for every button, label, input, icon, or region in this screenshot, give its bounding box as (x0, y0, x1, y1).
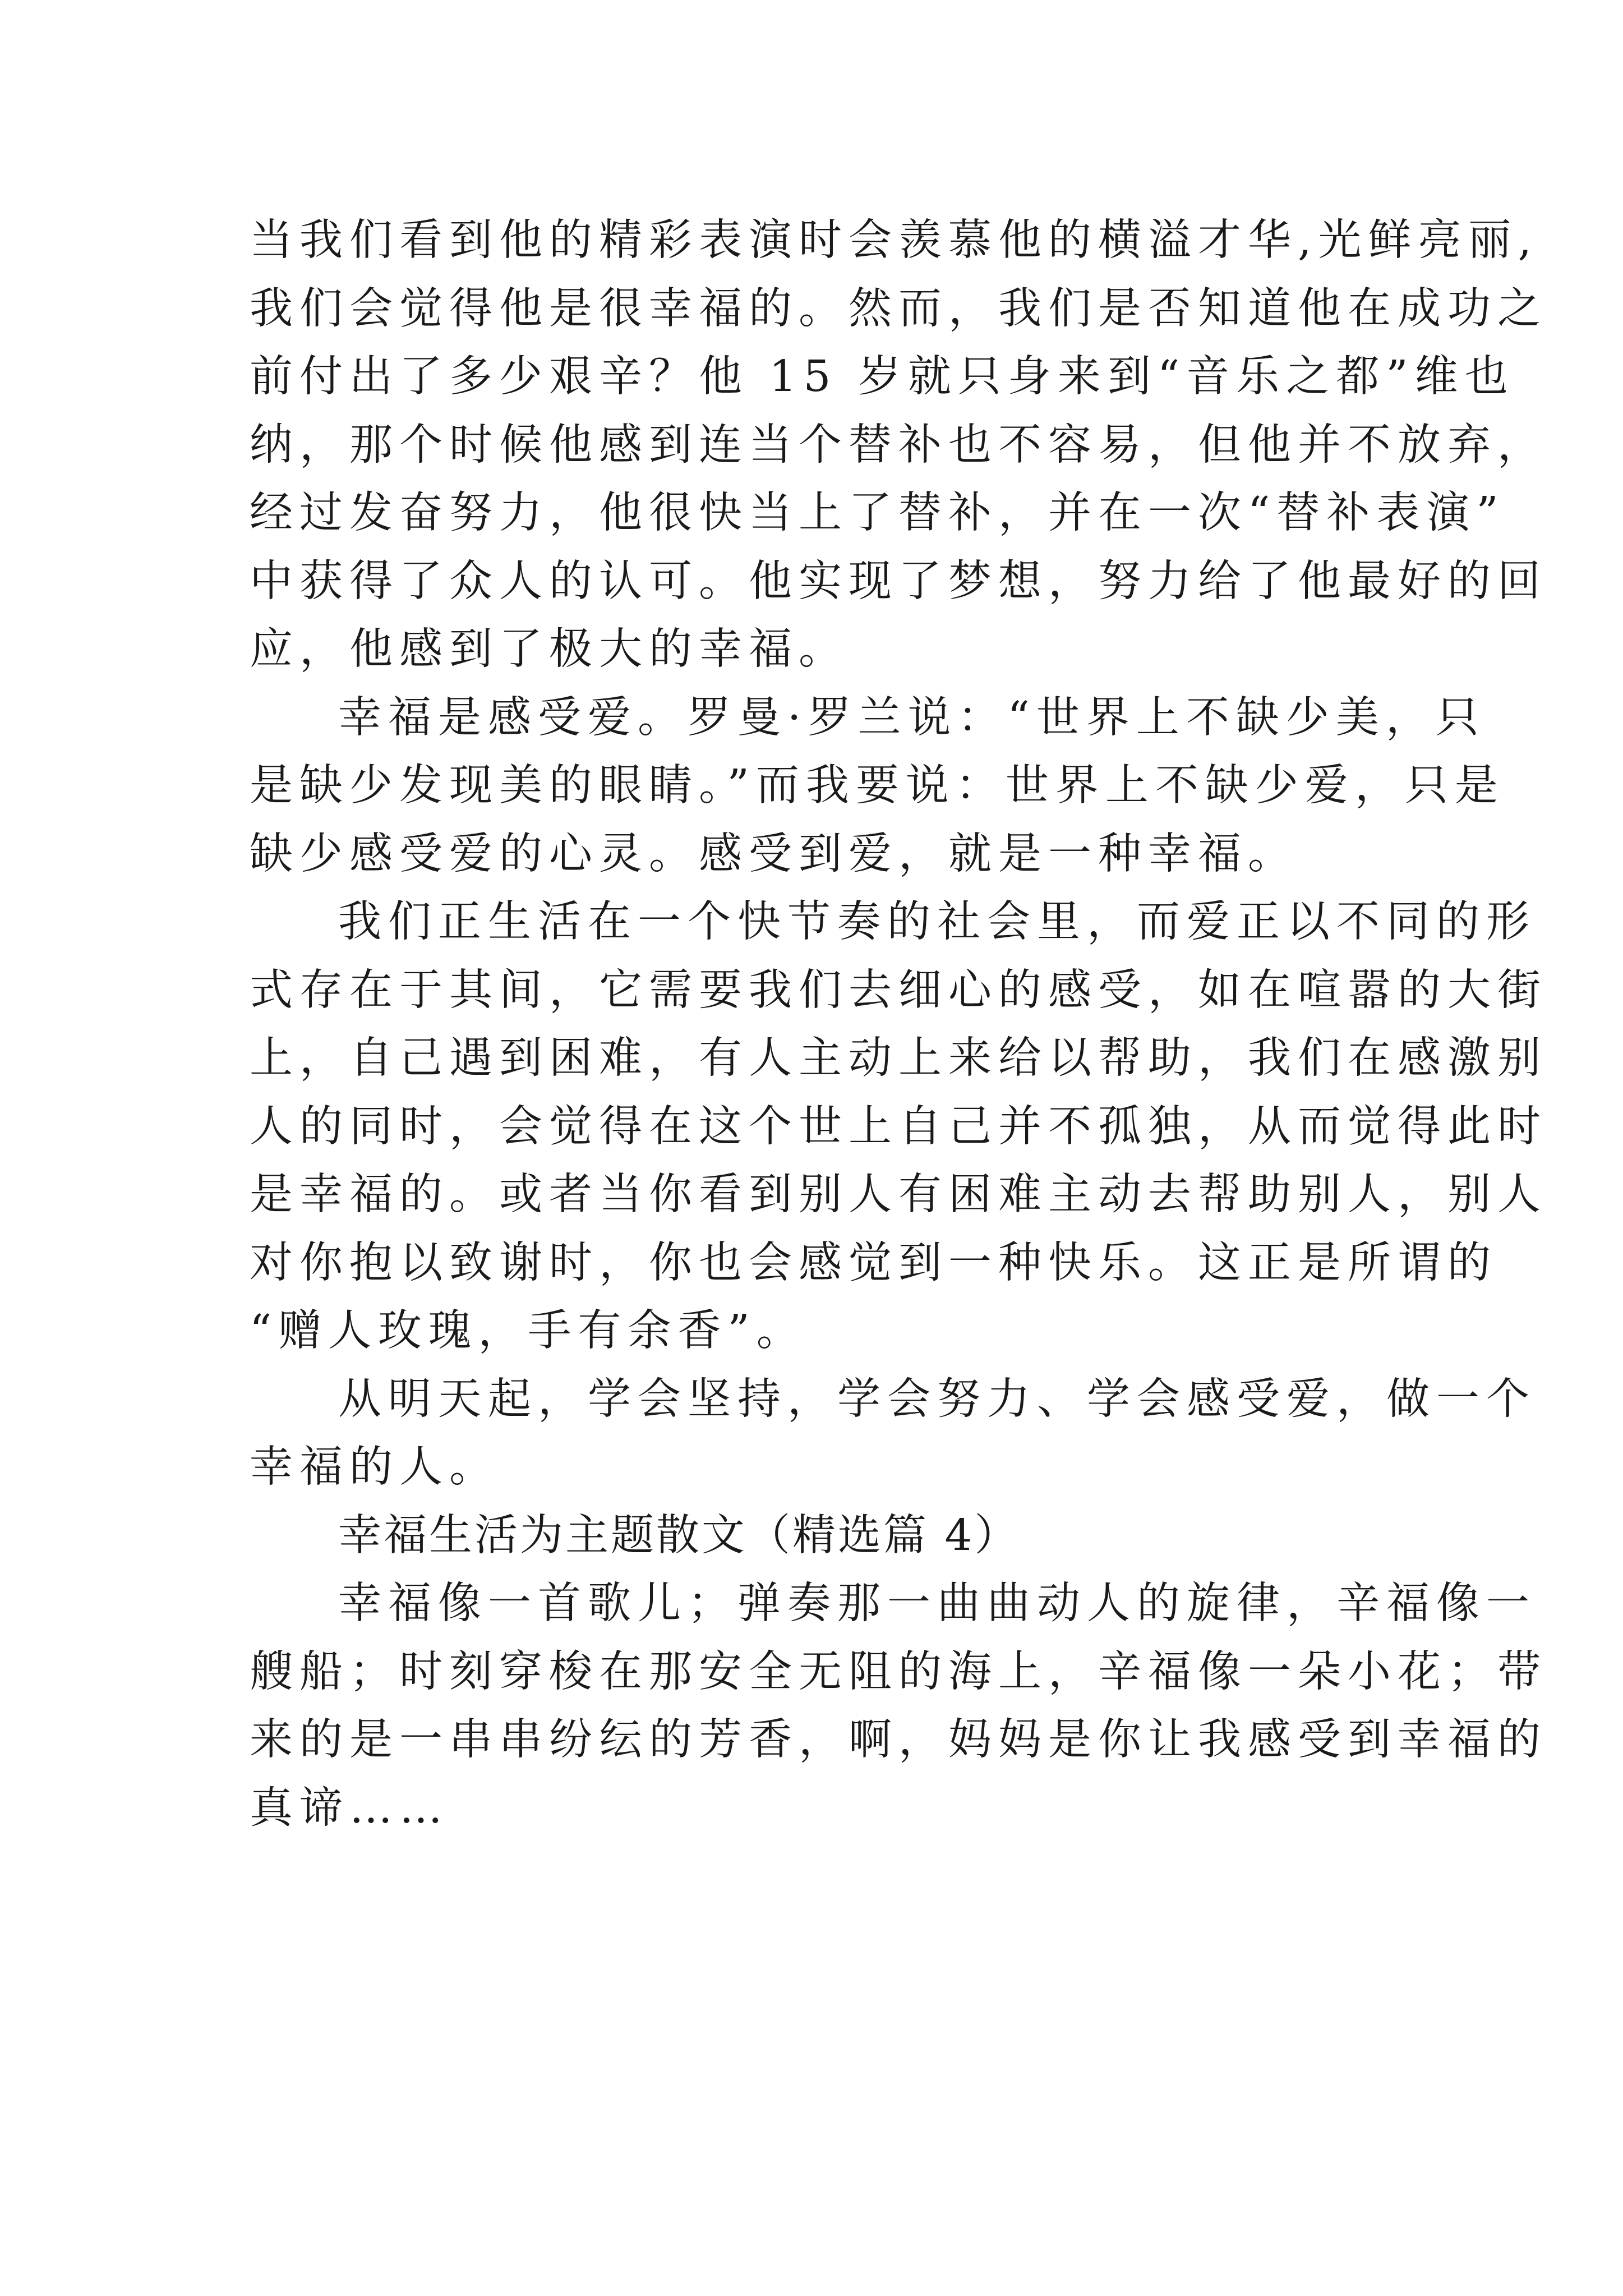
text-line: 前付出了多少艰辛？他 15 岁就只身来到“音乐之都”维也 (250, 352, 1515, 402)
paragraph-first-line: 从明天起，学会坚持，学会努力、学会感受爱，做一个 (338, 1374, 1536, 1424)
text-line: 应，他感到了极大的幸福。 (250, 624, 849, 674)
text-line: 纳，那个时候他感到连当个替补也不容易，但他并不放弃， (250, 420, 1547, 470)
text-line: 人的同时，会觉得在这个世上自己并不孤独，从而觉得此时 (250, 1101, 1547, 1152)
text-line: 对你抱以致谢时，你也会感觉到一种快乐。这正是所谓的 (250, 1237, 1497, 1288)
text-line: 缺少感受爱的心灵。感受到爱，就是一种幸福。 (250, 829, 1298, 879)
text-line: 艘船；时刻穿梭在那安全无阻的海上，辛福像一朵小花；带 (250, 1646, 1547, 1697)
text-line: “赠人玫瑰，手有余香”。 (250, 1306, 806, 1356)
body-text (250, 206, 1547, 1842)
text-line: 是缺少发现美的眼睛。”而我要说：世界上不缺少爱，只是 (250, 761, 1505, 811)
text-line: 上，自己遇到困难，有人主动上来给以帮助，我们在感激别 (250, 1033, 1547, 1083)
text-line: 当我们看到他的精彩表演时会羡慕他的横溢才华,光鲜亮丽, (250, 215, 1538, 265)
text-line: 式存在于其间，它需要我们去细心的感受，如在喧嚣的大街 (250, 965, 1547, 1015)
paragraph-first-line: 我们正生活在一个快节奏的社会里，而爱正以不同的形 (338, 897, 1536, 947)
text-line: 是幸福的。或者当你看到别人有困难主动去帮助别人，别人 (250, 1170, 1547, 1220)
text-line: 中获得了众人的认可。他实现了梦想，努力给了他最好的回 (250, 556, 1547, 606)
text-line: 幸福的人。 (250, 1442, 499, 1492)
section-heading: 幸福生活为主题散文（精选篇 4） (338, 1510, 1020, 1561)
text-line: 真谛…… (250, 1783, 449, 1833)
text-line: 来的是一串串纷纭的芳香，啊，妈妈是你让我感受到幸福的 (250, 1715, 1547, 1765)
paragraph-first-line: 幸福像一首歌儿；弹奏那一曲曲动人的旋律，辛福像一 (338, 1579, 1536, 1628)
text-line: 经过发奋努力，他很快当上了替补，并在一次“替补表演” (250, 488, 1505, 538)
paragraph-first-line: 幸福是感受爱。罗曼·罗兰说：“世界上不缺少美，只 (338, 692, 1486, 743)
text-line: 我们会觉得他是很幸福的。然而，我们是否知道他在成功之 (250, 283, 1547, 334)
